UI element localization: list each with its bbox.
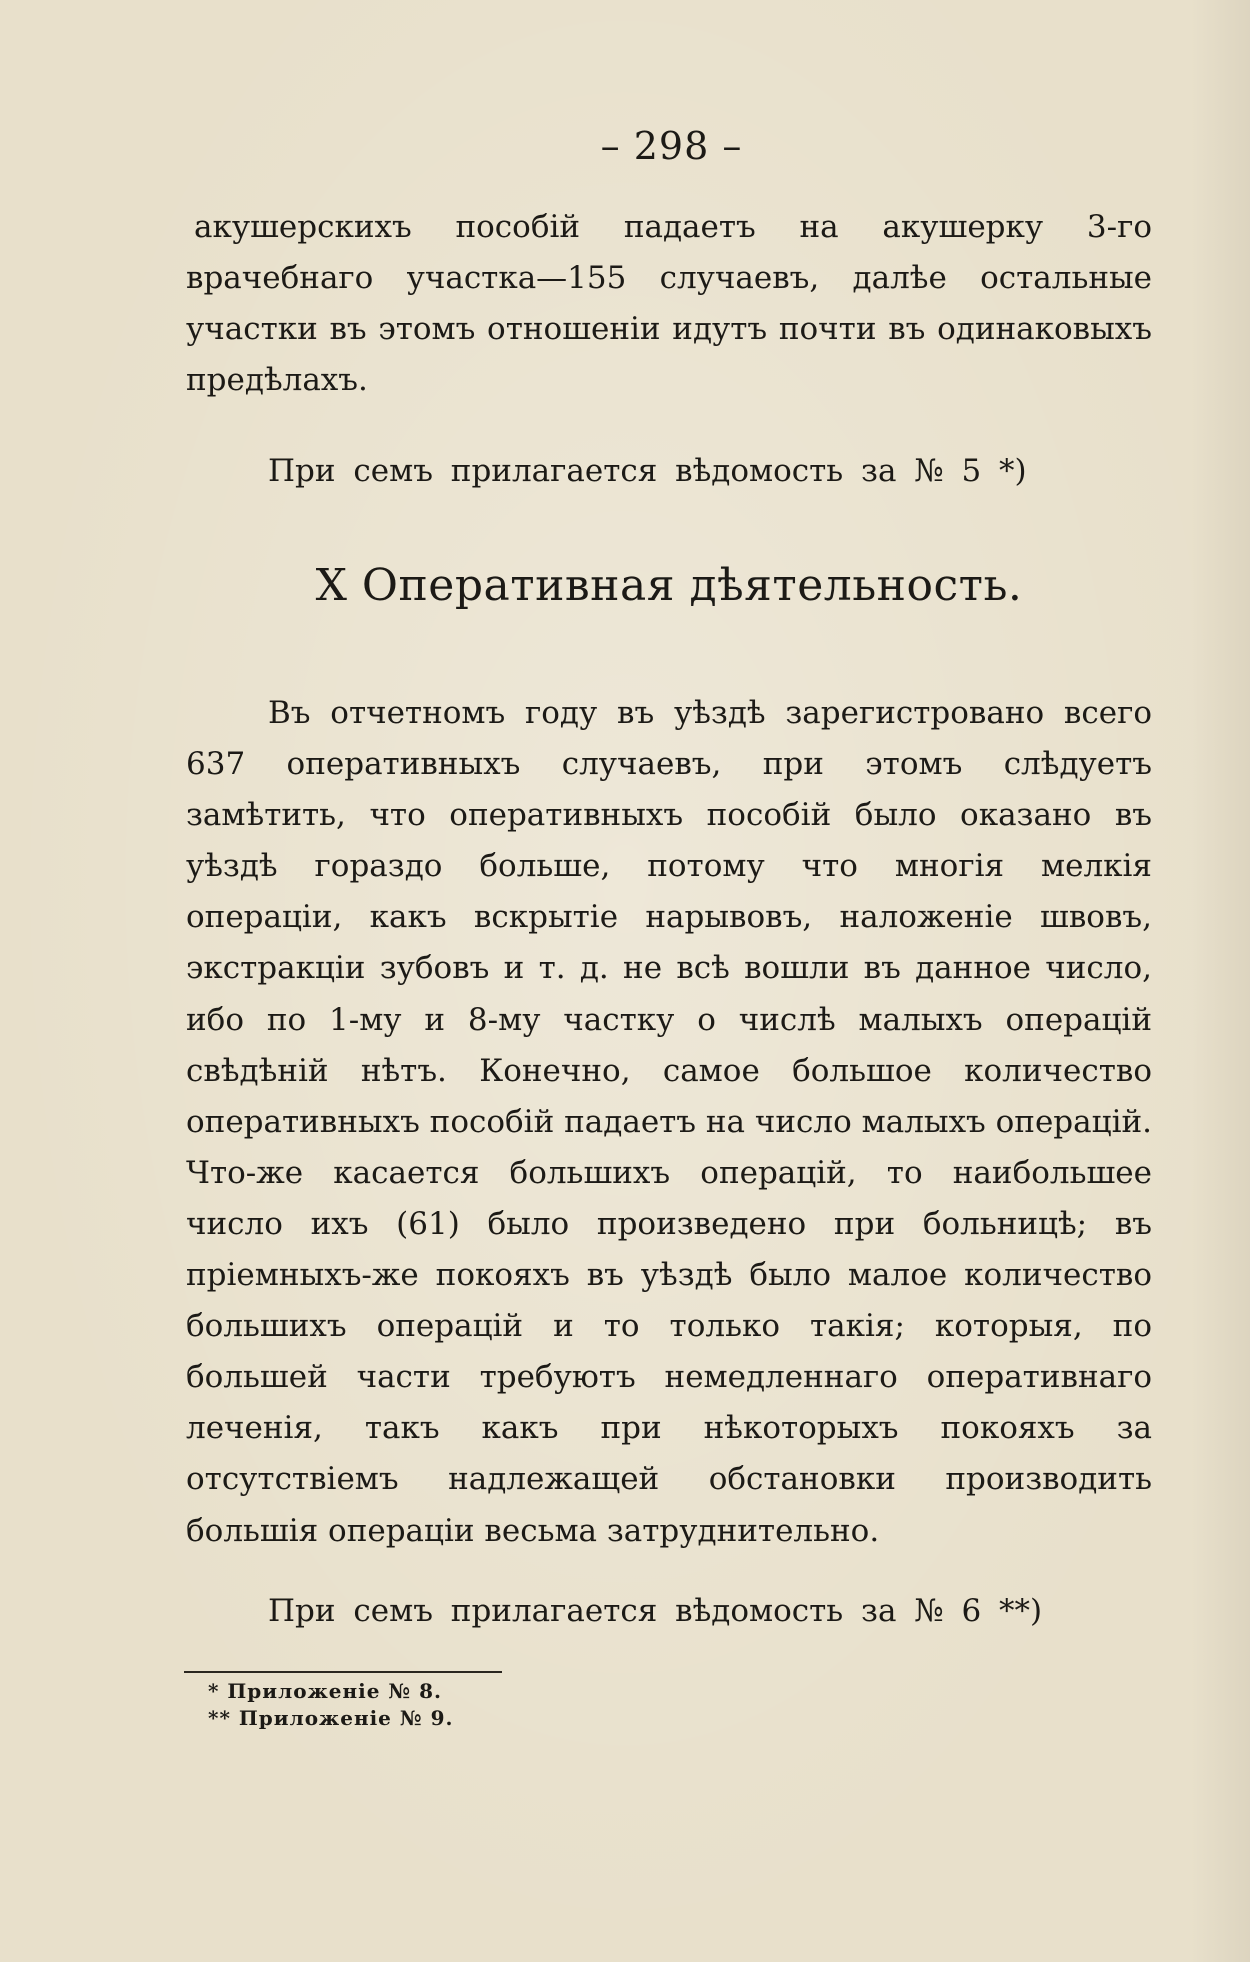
paragraph-obstetric-aid: акушерскихъ пособій падаетъ на акушерку 3-го врачебнаго участка—155 случаевъ, далѣе остальные участки въ этомъ отношеніи идутъ почти въ одинаковыхъ предѣлахъ. [186, 209, 1152, 398]
footnotes [208, 1678, 453, 1732]
page-number: – 298 – [600, 124, 743, 168]
footnote-1: * Приложеніе № 8. [208, 1679, 442, 1703]
attachment-note-6: При семъ прилагается вѣдомость за № 6 **) [268, 1593, 1043, 1629]
paragraph-operative-activity: Въ отчетномъ году въ уѣздѣ зарегистровано всего 637 оперативныхъ случаевъ, при этомъ слѣдуетъ замѣтить, что оперативныхъ пособій было оказано въ уѣздѣ гораздо больше, потому что многія мелкія операціи, какъ вскрытіе нарывовъ, наложеніе швовъ, экстракціи зубовъ и т. д. не всѣ вошли въ данное число, ибо по 1-му и 8-му частку о числѣ малыхъ операцій свѣдѣній нѣтъ. Конечно, самое большое количество оперативныхъ пособій падаетъ на число малыхъ операцій. Что-же касается большихъ операцій, то наибольшее число ихъ (61) было произведено при больницѣ; въ пріемныхъ-же покояхъ въ уѣздѣ было малое количество большихъ операцій и то только такія; которыя, по большей части требуютъ немедленнаго оперативнаго леченія, такъ какъ при нѣкоторыхъ покояхъ за отсутствіемъ надлежащей обстановки производить большія операціи весьма затруднительно. [186, 695, 1152, 1549]
attachment-note-5: При семъ прилагается вѣдомость за № 5 *) [268, 453, 1027, 489]
footnote-2: ** Приложеніе № 9. [208, 1706, 454, 1730]
page-edge-shadow [1190, 0, 1250, 1962]
section-heading: X Оперативная дѣятельность. [315, 560, 1023, 611]
footnote-divider [184, 1671, 502, 1673]
